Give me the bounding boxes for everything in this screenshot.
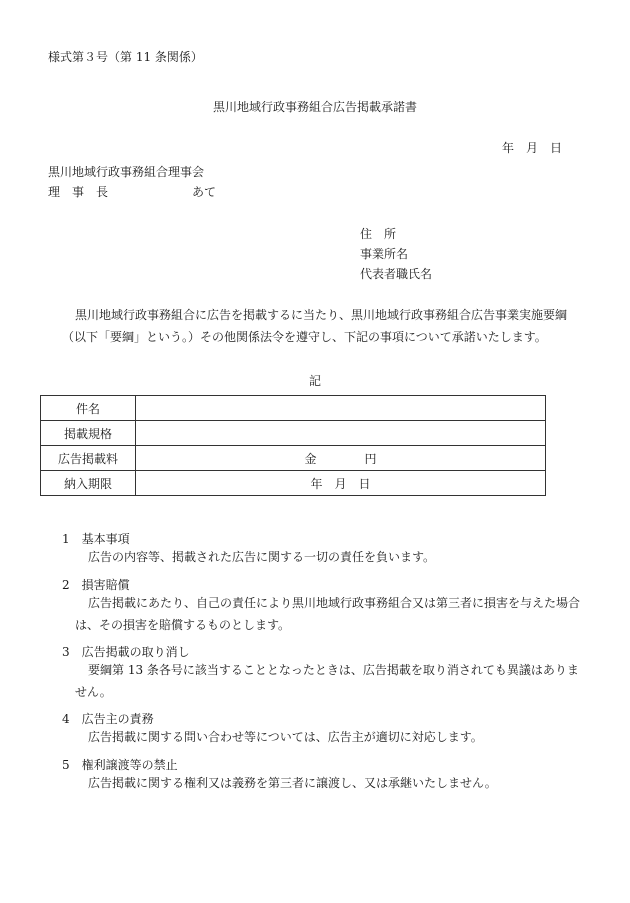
row-value-fee[interactable]: 金 円 [136,446,546,471]
form-number: 様式第３号（第 11 条関係） [48,50,203,64]
intro-paragraph: 黒川地域行政事務組合に広告を掲載するに当たり、黒川地域行政事務組合広告事業実施要綱（以下「要綱」という。）その他関係法令を遵守し、下記の事項について承諾いたします。 [62,308,568,344]
applicant-representative-label: 代表者職氏名 [360,267,433,281]
section-number: 3 [62,645,70,659]
applicant-office-label: 事業所名 [360,247,409,261]
section-body: 広告掲載に関する権利又は義務を第三者に譲渡し、又は承継いたしません。 [88,776,497,790]
table-row [41,421,546,446]
row-value-subject[interactable] [136,396,546,421]
section-number: 2 [62,578,70,592]
date-line: 年 月 日 [502,141,563,155]
table-row [41,446,546,471]
table-row [41,471,546,496]
section-body: 広告の内容等、掲載された広告に関する一切の責任を負います。 [88,550,436,564]
section-number: 5 [62,758,70,772]
addressee-role: 理 事 長 [48,185,109,199]
row-value-spec[interactable] [136,421,546,446]
row-label-deadline: 納入期限 [41,471,136,496]
applicant-address-label: 住 所 [360,227,397,241]
section-heading [62,576,130,593]
section-title: 広告主の責務 [81,712,154,726]
section-heading [62,710,154,727]
row-label-fee: 広告掲載料 [41,446,136,471]
section-body: 広告掲載にあたり、自己の責任により黒川地域行政事務組合又は第三者に損害を与えた場合は、その損害を賠償するものとします。 [75,596,581,632]
section-title: 損害賠償 [81,578,130,592]
document-title: 黒川地域行政事務組合広告掲載承諾書 [212,100,417,114]
table-row [41,396,546,421]
row-value-deadline[interactable]: 年 月 日 [136,471,546,496]
section-number: 4 [62,712,70,726]
section-body: 広告掲載に関する問い合わせ等については、広告主が適切に対応します。 [88,730,483,744]
section-body: 要綱第 13 条各号に該当することとなったときは、広告掲載を取り消されても異議はありません。 [75,663,579,699]
section-title: 広告掲載の取り消し [81,645,190,659]
addressee-organization: 黒川地域行政事務組合理事会 [48,165,205,179]
section-title: 基本事項 [81,532,130,546]
section-heading [62,643,190,660]
section-heading [62,530,130,547]
row-label-subject: 件名 [41,396,136,421]
ki-heading: 記 [308,374,321,388]
row-label-spec: 掲載規格 [41,421,136,446]
section-number: 1 [62,532,70,546]
section-title: 権利譲渡等の禁止 [81,758,178,772]
details-table [40,395,546,496]
section-heading [62,756,178,773]
addressee-suffix: あて [192,185,217,199]
